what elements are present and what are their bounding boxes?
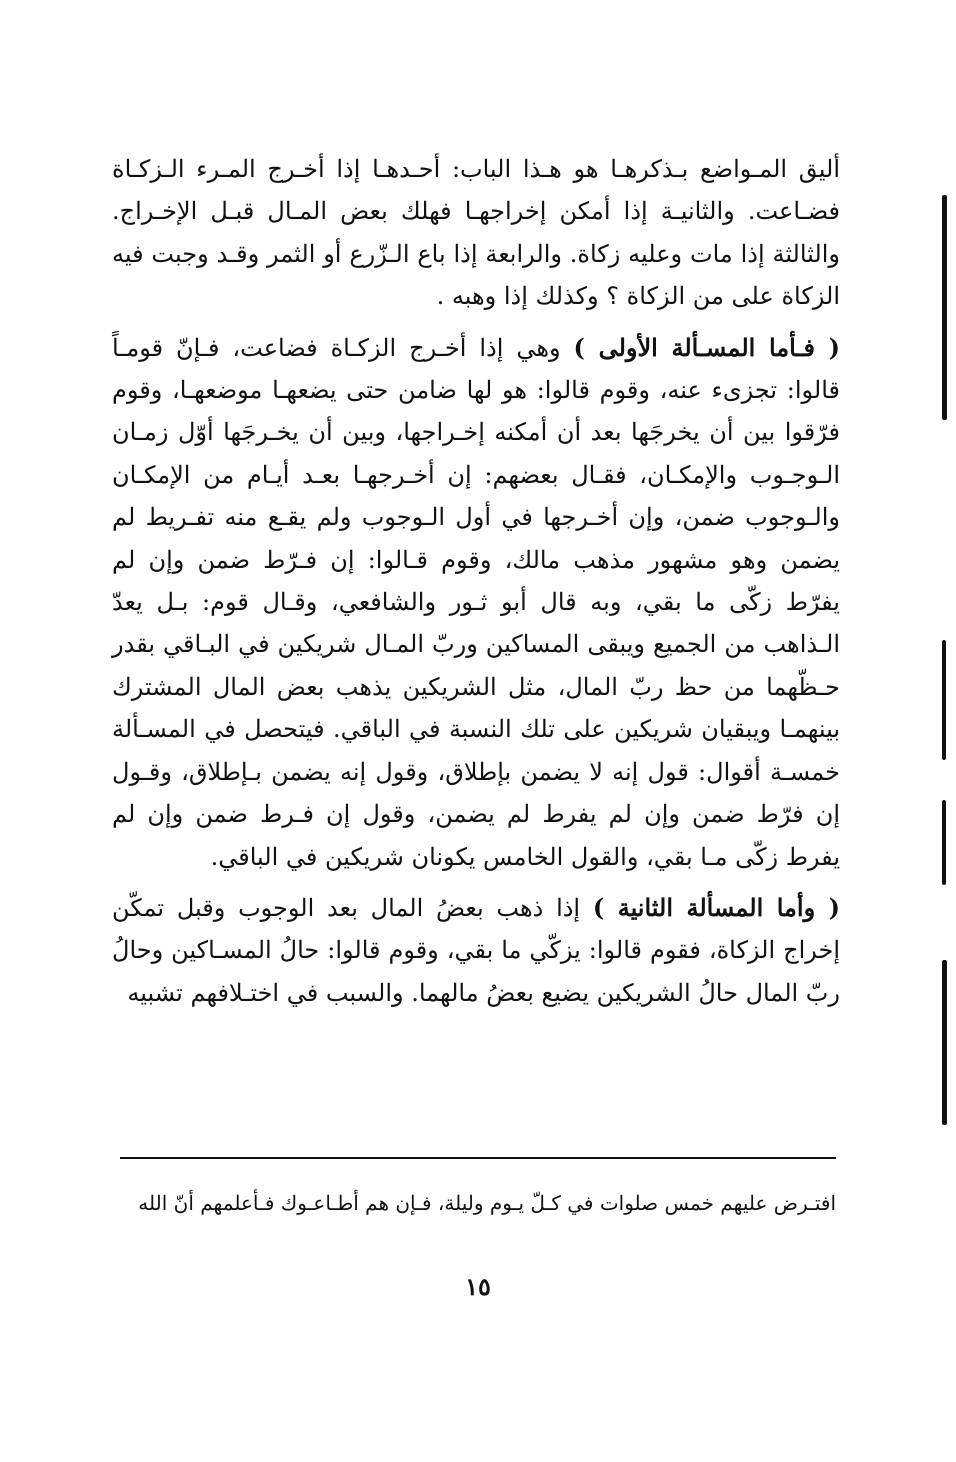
footnote: افتـرض عليهم خمس صلوات في كـلّ يـوم وليلة، فـإن هم أطـاعـوك فـأعلمهم أنّ الله: [138, 1191, 836, 1215]
binding-edge-mark: [942, 195, 947, 420]
binding-edge-mark: [942, 960, 947, 1125]
paragraph-2: [112, 327, 840, 878]
footnote-divider: [120, 1157, 836, 1159]
paragraph-3: [112, 887, 840, 1014]
binding-edge-mark: [942, 640, 946, 760]
main-text: [112, 148, 840, 1014]
paragraph-1: [112, 148, 840, 318]
binding-edge-mark: [942, 800, 946, 885]
paragraph-2-body: وهي إذا أخـرج الزكـاة فضاعت، فـإنّ قومـاً قالوا: تجزىء عنه، وقوم قالوا: هو لها ضامن حتى يضعهـا موضعهـا، وقوم فرّقوا بين أن يخرجَها بعد أن أمكنه إخـراجها، وبين أن يخـرجَها أوّل زمـان الـوجـوب والإمكـان، فقـال بعضهم: إن أخـرجهـا بعـد أيـام من الإمكـان والـوجوب ضمن، وإن أخـرجها في أول الـوجوب ولم يقـع منه تفـريط لم يضمن وهو مشهور مذهب مالك، وقوم قـالوا: إن فـرّط ضمن وإن لم يفرّط زكّى ما بقي، وبه قال أبو ثـور والشافعي، وقـال قوم: بـل يعدّ الـذاهب من الجميع ويبقى المساكين وربّ المـال شريكين في البـاقي بقدر حـظّهما من حظ ربّ المال، مثل الشريكين يذهب بعض المال المشترك بينهمـا ويبقيان شريكين على تلك النسبة في الباقي. فيتحصل في المسـألة خمسـة أقوال: قول إنه لا يضمن بإطلاق، وقول إنه يضمن بـإطلاق، وقـول إن فرّط ضمن وإن لم يفرط لم يضمن، وقول إن فـرط ضمن وإن لم يفرط زكّى مـا بقي، والقول الخامس يكونان شريكين في الباقي.: [112, 333, 840, 871]
paragraph-2-intro: ( فـأما المسـألة الأولى ): [573, 332, 840, 362]
paragraph-3-intro: ( وأما المسألة الثانية ): [592, 892, 840, 922]
page-number: ١٥: [465, 1272, 491, 1301]
paragraph-3-body: إذا ذهب بعضُ المال بعد الوجوب وقبل تمكّن إخراج الزكاة، فقوم قالوا: يزكّي ما بقي، وقوم قالوا: حالُ المسـاكين وحالُ ربّ المال حالُ الشريكين يضيع بعضُ مالهما. والسبب في اختـلافهم تشبيه: [112, 893, 840, 1007]
paragraph-1-body: أليق المـواضع بـذكرهـا هو هـذا الباب: أحـدهـا إذا أخـرج المـرء الـزكـاة فضـاعت. والثانيـة إذا أمكن إخراجهـا فهلك بعض المـال قبـل الإخـراج. والثالثة إذا مات وعليه زكاة. والرابعة إذا باع الـزّرع أو الثمر وقـد وجبت فيه الزكاة على من الزكاة ؟ وكذلك إذا وهبه .: [112, 155, 840, 311]
